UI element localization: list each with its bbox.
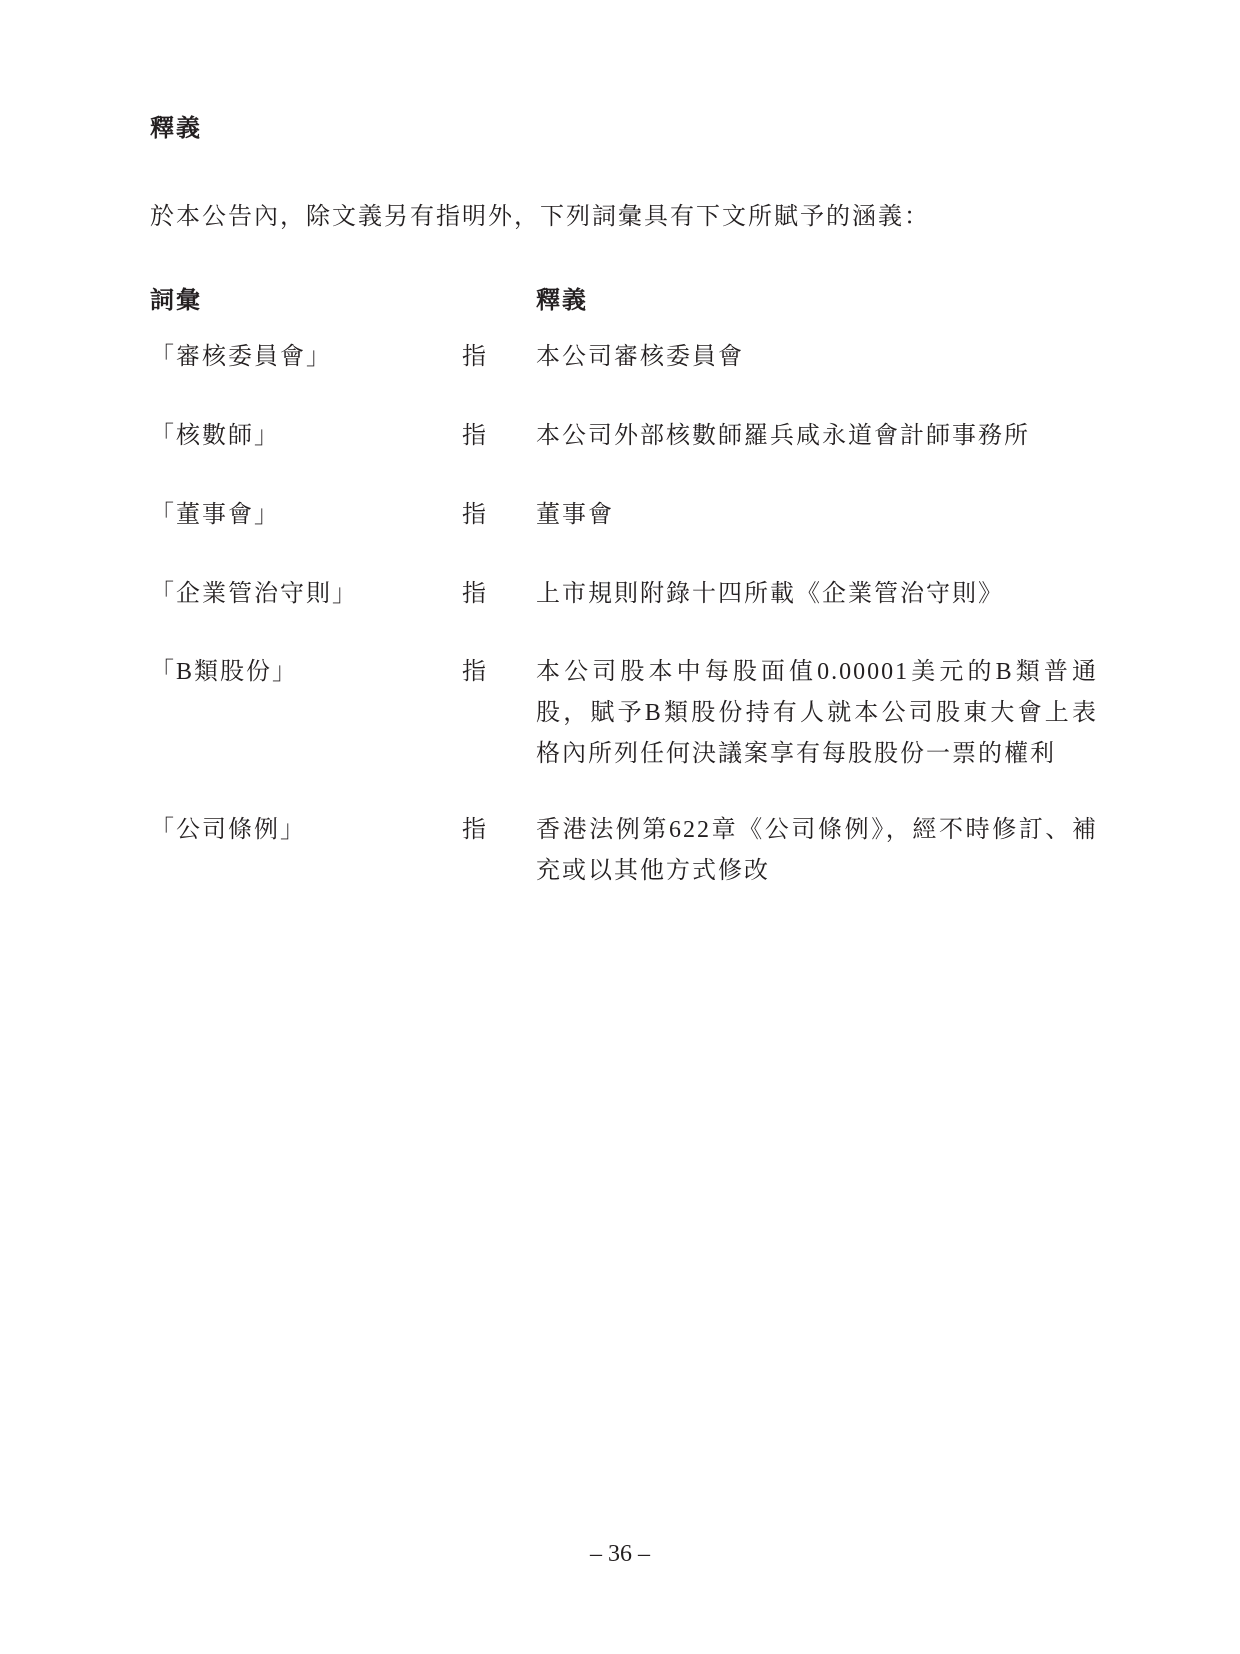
section-heading: 釋義 xyxy=(150,114,202,142)
column-header-meaning: 釋義 xyxy=(536,286,588,314)
column-header-term: 詞彙 xyxy=(150,286,202,314)
definition-text xyxy=(536,416,1098,457)
definition-term: 「董事會」 xyxy=(150,502,280,528)
definition-means: 指 xyxy=(462,659,488,685)
intro-paragraph: 於本公告內，除文義另有指明外，下列詞彙具有下文所賦予的涵義： xyxy=(150,204,930,230)
definition-term: 「B類股份」 xyxy=(150,659,299,685)
definition-means: 指 xyxy=(462,502,488,528)
definition-line: 上市規則附錄十四所載《企業管治守則》 xyxy=(536,581,1004,607)
page-number: – 36 – xyxy=(590,1541,650,1567)
definition-line: 股，賦予B類股份持有人就本公司股東大會上表 xyxy=(536,700,1098,726)
definition-text xyxy=(536,337,1098,378)
definition-means: 指 xyxy=(462,817,488,843)
definition-text xyxy=(536,574,1098,615)
definition-text xyxy=(536,810,1098,892)
definition-means: 指 xyxy=(462,423,488,449)
definition-line: 充或以其他方式修改 xyxy=(536,858,770,884)
definition-line: 格內所列任何決議案享有每股股份一票的權利 xyxy=(536,741,1056,767)
definition-term: 「企業管治守則」 xyxy=(150,581,358,607)
definition-line: 董事會 xyxy=(536,502,614,528)
definition-line: 本公司審核委員會 xyxy=(536,344,744,370)
definition-text xyxy=(536,652,1098,775)
definition-term: 「審核委員會」 xyxy=(150,344,332,370)
definition-line: 本公司股本中每股面值0.00001美元的B類普通 xyxy=(536,659,1098,685)
definition-term: 「公司條例」 xyxy=(150,817,306,843)
definition-line: 本公司外部核數師羅兵咸永道會計師事務所 xyxy=(536,423,1030,449)
definition-means: 指 xyxy=(462,581,488,607)
definition-text xyxy=(536,495,1098,536)
definition-line: 香港法例第622章《公司條例》，經不時修訂、補 xyxy=(536,817,1098,843)
definition-means: 指 xyxy=(462,344,488,370)
definition-term: 「核數師」 xyxy=(150,423,280,449)
